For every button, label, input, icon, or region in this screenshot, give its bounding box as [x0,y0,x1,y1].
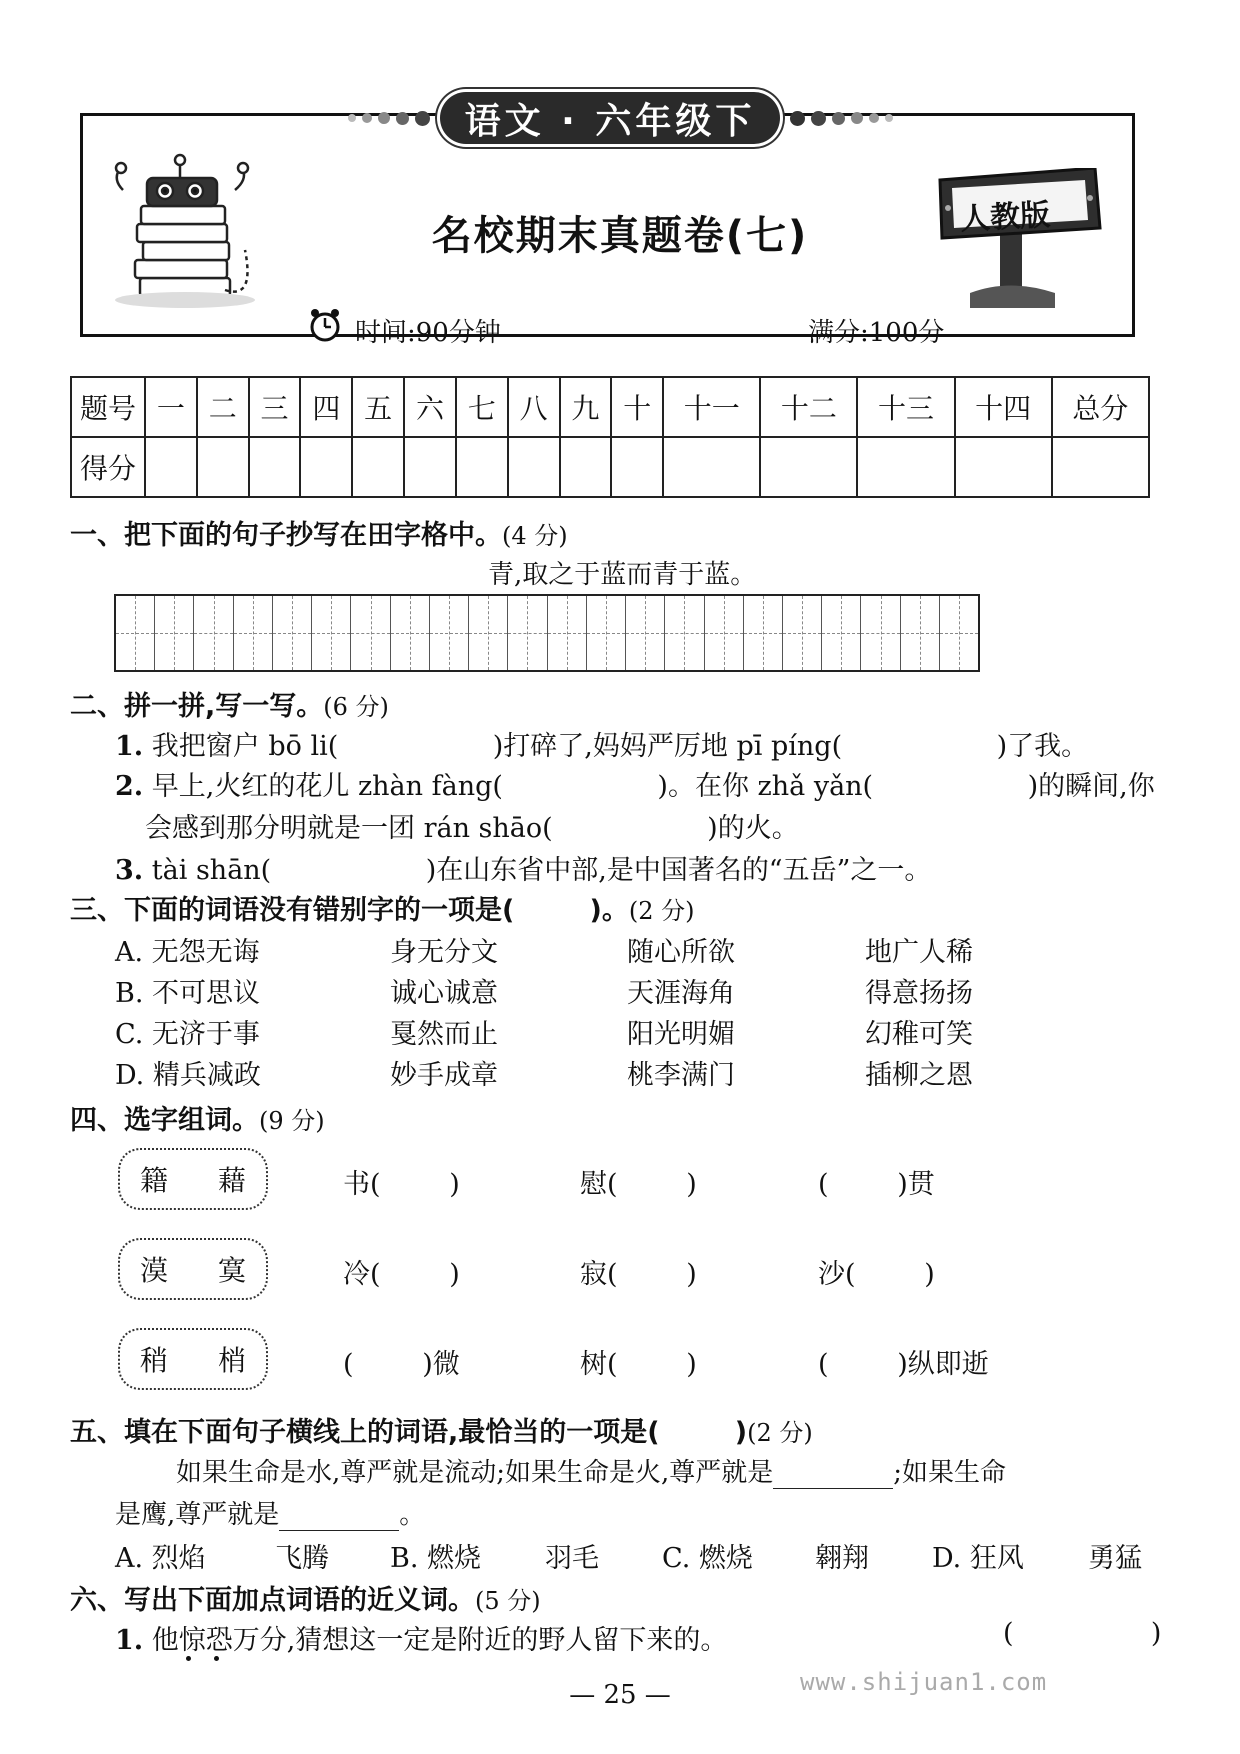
score-table-header-cell: 四 [300,377,352,437]
q4-fill-blank[interactable]: 书( ) [343,1169,460,1200]
tianzige-cell[interactable] [822,596,861,670]
score-entry-cell[interactable] [955,437,1052,497]
tianzige-cell[interactable] [508,596,547,670]
q3-option-word: 诚心诚意 [390,978,498,1009]
q3-option-word: D. 精兵减政 [115,1060,261,1091]
score-table-header-cell: 七 [456,377,508,437]
edition-label: 人教版 [959,197,1052,238]
score-entry-cell[interactable] [611,437,663,497]
tianzige-cell[interactable] [430,596,469,670]
subject-tag: 语文 · 六年级下 [440,92,780,144]
q3-heading: 三、下面的词语没有错别字的一项是( )。(2 分) [70,895,695,926]
tianzige-cell[interactable] [469,596,508,670]
emphasis-dot [186,1656,191,1661]
q4-choice-char: 寞 [217,1254,246,1287]
q4-char-choice-box [118,1148,268,1210]
tianzige-cell[interactable] [901,596,940,670]
score-table-header-cell: 九 [560,377,612,437]
score-table-row-label: 题号 [71,377,145,437]
tianzige-cell[interactable] [940,596,978,670]
q1-heading: 一、把下面的句子抄写在田字格中。(4 分) [70,520,568,551]
alarm-clock-icon [307,307,343,343]
q3-option-word: C. 无济于事 [115,1019,260,1050]
score-entry-cell[interactable] [300,437,352,497]
q5-option-word: 翱翔 [815,1543,869,1574]
q4-choice-char: 漠 [140,1254,169,1287]
q4-fill-blank[interactable]: 慰( ) [580,1169,697,1200]
score-table-header-cell: 一 [145,377,197,437]
q4-fill-blank[interactable]: ( )微 [343,1349,460,1380]
tianzige-cell[interactable] [312,596,351,670]
q3-option-word: 随心所欲 [627,937,735,968]
tianzige-cell[interactable] [626,596,665,670]
score-entry-cell[interactable] [508,437,560,497]
tianzige-cell[interactable] [351,596,390,670]
tianzige-grid[interactable] [114,594,980,672]
score-table-header-cell: 六 [404,377,456,437]
page-number: — 25 — [569,1680,671,1710]
score-entry-cell[interactable] [857,437,954,497]
score-table-header-cell: 五 [352,377,404,437]
q3-option-word: B. 不可思议 [115,978,261,1009]
q1-sentence: 青,取之于蓝而青于蓝。 [488,560,757,590]
q4-fill-blank[interactable]: ( )纵即逝 [818,1349,989,1380]
tianzige-cell[interactable] [234,596,273,670]
decor-dots-right [790,108,893,128]
tianzige-cell[interactable] [155,596,194,670]
q6-line-1: 1. 他惊恐万分,猜想这一定是附近的野人留下来的。 [115,1625,728,1656]
score-entry-cell[interactable] [197,437,249,497]
watermark: www.shijuan1.com [800,1668,1048,1696]
tianzige-cell[interactable] [861,596,900,670]
q4-fill-blank[interactable]: ( )贯 [818,1169,935,1200]
q2-line-3: 3. tài shān( )在山东省中部,是中国著名的“五岳”之一。 [115,855,932,886]
q5-sentence-line-1: 如果生命是水,尊严就是流动;如果生命是火,尊严就是 ;如果生命 [176,1458,1007,1488]
full-score: 满分:100分 [808,318,945,348]
score-entry-cell[interactable] [404,437,456,497]
score-table-header-cell: 十一 [663,377,760,437]
q4-char-choice-box [118,1328,268,1390]
score-table-header-cell: 十二 [760,377,857,437]
q3-option-word: A. 无怨无诲 [115,937,260,968]
q3-option-word: 得意扬扬 [865,978,973,1009]
q2-line-1: 1. 我把窗户 bō li( )打碎了,妈妈严厉地 pī píng( )了我。 [115,731,1089,762]
q4-fill-blank[interactable]: 树( ) [580,1349,697,1380]
q5-option-word: B. 燃烧 [390,1543,482,1574]
q4-choice-char: 藉 [217,1164,246,1197]
tianzige-cell[interactable] [194,596,233,670]
q5-blank-2[interactable] [279,1500,399,1531]
q6-heading: 六、写出下面加点词语的近义词。(5 分) [70,1585,541,1616]
q2-line-2-cont: 会感到那分明就是一团 rán shāo( )的火。 [145,813,799,844]
score-table-header-row [71,377,1149,437]
tianzige-cell[interactable] [391,596,430,670]
tianzige-cell[interactable] [744,596,783,670]
decor-dots-left [348,108,451,128]
emphasis-dot [214,1656,219,1661]
q5-option-word: A. 烈焰 [115,1543,206,1574]
q4-char-choice-box [118,1238,268,1300]
score-entry-cell[interactable] [663,437,760,497]
score-entry-cell[interactable] [352,437,404,497]
score-table-header-cell: 三 [249,377,301,437]
q3-option-word: 妙手成章 [390,1060,498,1091]
q4-heading: 四、选字组词。(9 分) [70,1105,325,1136]
q6-answer-bracket[interactable]: ( ) [1003,1618,1162,1649]
time-limit: 时间:90分钟 [355,318,501,348]
tianzige-cell[interactable] [587,596,626,670]
q5-option-word: 飞腾 [275,1543,329,1574]
q3-option-word: 天涯海角 [627,978,735,1009]
q4-fill-blank[interactable]: 沙( ) [818,1259,935,1290]
q5-sentence-line-2: 是鹰,尊严就是 。 [115,1500,426,1530]
score-table-header-cell: 十四 [955,377,1052,437]
score-table-header-cell: 总分 [1052,377,1149,437]
q5-heading: 五、填在下面句子横线上的词语,最恰当的一项是( )(2 分) [70,1417,813,1448]
q5-option-word: 羽毛 [545,1543,599,1574]
score-table-row-label: 得分 [71,437,145,497]
tianzige-cell[interactable] [705,596,744,670]
score-table [70,376,1150,498]
q5-option-word: D. 狂风 [932,1543,1024,1574]
score-entry-cell[interactable] [456,437,508,497]
tianzige-cell[interactable] [783,596,822,670]
q3-option-word: 地广人稀 [865,937,973,968]
tianzige-cell[interactable] [116,596,155,670]
q3-option-word: 幻稚可笑 [865,1019,973,1050]
q4-choice-char: 稍 [140,1344,169,1377]
q4-fill-blank[interactable]: 寂( ) [580,1259,697,1290]
q5-blank-1[interactable] [773,1458,893,1489]
q4-choice-char: 梢 [217,1344,246,1377]
q2-line-2: 2. 早上,火红的花儿 zhàn fàng( )。在你 zhǎ yǎn( )的瞬间,你 [115,771,1155,802]
q5-option-word: C. 燃烧 [662,1543,753,1574]
score-entry-cell[interactable] [760,437,857,497]
q3-option-word: 身无分文 [390,937,498,968]
q4-choice-char: 籍 [140,1164,169,1197]
score-table-header-cell: 十 [611,377,663,437]
q4-fill-blank[interactable]: 冷( ) [343,1259,460,1290]
tianzige-cell[interactable] [548,596,587,670]
tianzige-cell[interactable] [273,596,312,670]
score-entry-cell[interactable] [1052,437,1149,497]
score-entry-cell[interactable] [145,437,197,497]
q3-option-word: 桃李满门 [627,1060,735,1091]
score-entry-cell[interactable] [560,437,612,497]
q5-option-word: 勇猛 [1088,1543,1142,1574]
score-entry-cell[interactable] [249,437,301,497]
score-table-score-row [71,437,1149,497]
exam-title: 名校期末真题卷(七) [431,213,809,259]
q3-option-word: 戛然而止 [390,1019,498,1050]
q3-option-word: 阳光明媚 [627,1019,735,1050]
score-table-header-cell: 二 [197,377,249,437]
score-table-header-cell: 十三 [857,377,954,437]
score-table-header-cell: 八 [508,377,560,437]
q3-option-word: 插柳之恩 [865,1060,973,1091]
tianzige-cell[interactable] [665,596,704,670]
q2-heading: 二、拼一拼,写一写。(6 分) [70,691,389,722]
